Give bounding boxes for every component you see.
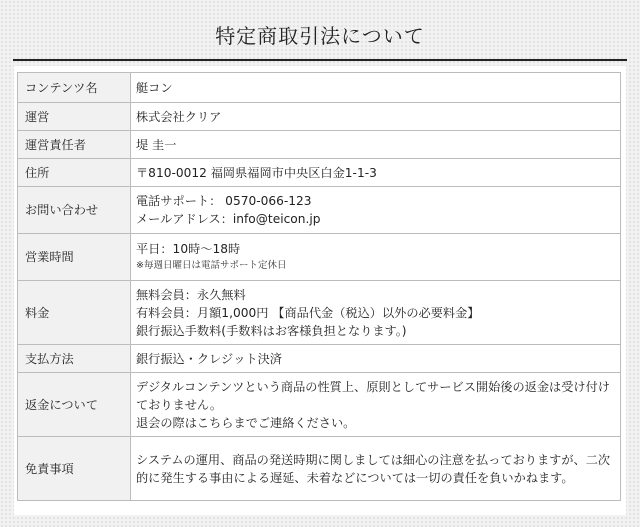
value-refund bbox=[131, 373, 621, 437]
label-manager: 運営責任者 bbox=[18, 131, 131, 159]
value-disclaimer bbox=[131, 437, 621, 501]
label-operator: 運営 bbox=[18, 103, 131, 131]
refund-contact-text: 退会の際はこちらまでご連絡ください。 bbox=[136, 415, 356, 430]
label-fees: 料金 bbox=[18, 281, 131, 345]
value-line: 銀行振込・クレジット決済 bbox=[136, 351, 282, 366]
fee-paid-member: 有料会員：月額1,000円 【商品代金（税込）以外の必要料金】 bbox=[136, 305, 480, 320]
label-contact: お問い合わせ bbox=[18, 187, 131, 234]
hours-text: 平日：10時〜18時 bbox=[136, 242, 241, 256]
row-disclaimer bbox=[18, 437, 621, 501]
row-refund bbox=[18, 373, 621, 437]
label-address: 住所 bbox=[18, 159, 131, 187]
label-payment-method: 支払方法 bbox=[18, 345, 131, 373]
fee-free-member: 無料会員：永久無料 bbox=[136, 287, 246, 302]
value-line: 堤 圭一 bbox=[136, 137, 177, 152]
disclaimer-text: システムの運用、商品の発送時期に関しましては細心の注意を払っておりますが、二次的に発生する事由による遅延、未着などについては一切の責任を負いかねます。 bbox=[136, 452, 611, 485]
label-refund: 返金について bbox=[18, 373, 131, 437]
row-payment-method bbox=[18, 345, 621, 373]
value-payment-method bbox=[131, 345, 621, 373]
fee-bank-transfer: 銀行振込手数料(手数料はお客様負担となります。) bbox=[136, 323, 407, 338]
label-content-name: コンテンツ名 bbox=[18, 73, 131, 103]
row-content-name bbox=[18, 73, 621, 103]
row-contact bbox=[18, 187, 621, 234]
value-fees bbox=[131, 281, 621, 345]
value-manager bbox=[131, 131, 621, 159]
page-title: 特定商取引法について bbox=[215, 24, 425, 48]
value-address bbox=[131, 159, 621, 187]
row-address bbox=[18, 159, 621, 187]
label-disclaimer: 免責事項 bbox=[18, 437, 131, 501]
value-line: 〒810-0012 福岡県福岡市中央区白金1-1-3 bbox=[136, 165, 377, 180]
value-content-name bbox=[131, 73, 621, 103]
value-line: 艇コン bbox=[136, 80, 173, 95]
row-manager bbox=[18, 131, 621, 159]
hours-note: ※毎週日曜日は電話サポート定休日 bbox=[136, 260, 287, 271]
value-operator bbox=[131, 103, 621, 131]
contact-phone: 電話サポート： 0570-066-123 bbox=[136, 194, 312, 208]
legal-info-table bbox=[17, 72, 621, 501]
row-fees bbox=[18, 281, 621, 345]
contact-email: メールアドレス：info@teicon.jp bbox=[136, 212, 321, 226]
value-contact bbox=[131, 187, 621, 234]
row-operator bbox=[18, 103, 621, 131]
refund-policy-text: デジタルコンテンツという商品の性質上、原則としてサービス開始後の返金は受け付けておりません。 bbox=[136, 379, 610, 412]
label-business-hours: 営業時間 bbox=[18, 234, 131, 281]
title-divider bbox=[13, 59, 627, 61]
value-business-hours bbox=[131, 234, 621, 281]
value-line: 株式会社クリア bbox=[136, 109, 222, 124]
row-business-hours bbox=[18, 234, 621, 281]
